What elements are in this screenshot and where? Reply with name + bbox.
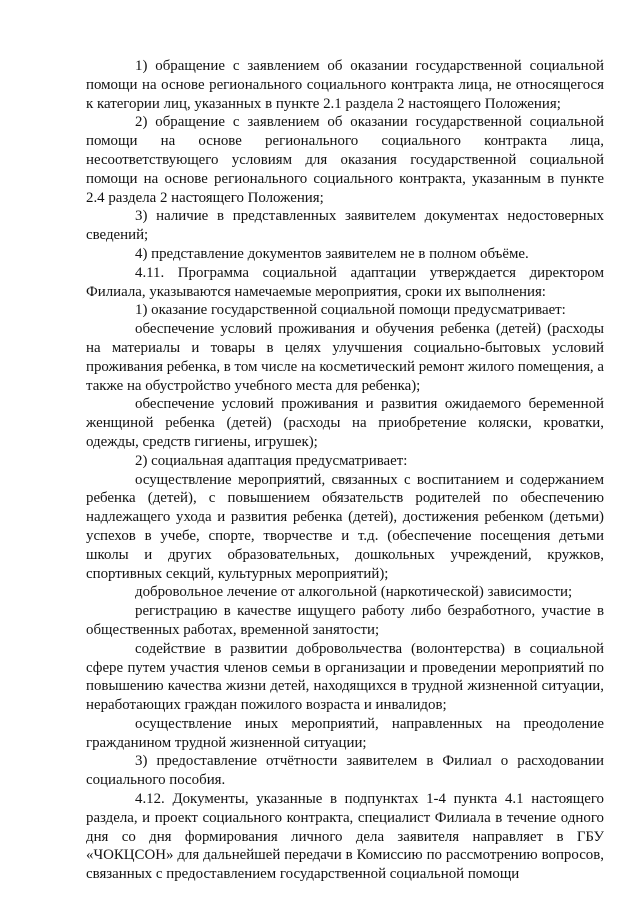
paragraph-reporting: 3) предоставление отчётности заявителем в Филиал о расходовании социального пособия. <box>86 753 604 789</box>
paragraph-child-upbringing-measures: осуществление мероприятий, связанных с воспитанием и содержанием ребенка (детей), с повышением обязательств родителей по обеспечению надлежащего ухода и развития ребенка (детей), достижения ребенком (детьми) успехов в учебе, спорте, творчестве и т.д. (обеспечение посещения детьми школы и других образовательных, дошкольных учреждений, кружков, спортивных секций, культурных мероприятий); <box>86 471 604 582</box>
paragraph-section-4-11: 4.11. Программа социальной адаптации утверждается директором Филиала, указываются намечаемые мероприятия, сроки их выполнения: <box>86 264 604 300</box>
paragraph-volunteering-support: содействие в развитии добровольчества (волонтерства) в социальной сфере путем участия членов семьи в организации и проведении мероприятий по повышению качества жизни детей, находящихся в трудной жизненной ситуации, неработающих граждан пожилого возраста и инвалидов; <box>86 640 604 714</box>
document-body <box>86 57 604 884</box>
paragraph-other-measures: осуществление иных мероприятий, направленных на преодоление гражданином трудной жизненной ситуации; <box>86 715 604 751</box>
paragraph-job-seeker-registration: регистрацию в качестве ищущего работу либо безработного, участие в общественных работах, временной занятости; <box>86 603 604 638</box>
paragraph-refusal-ground-4: 4) представление документов заявителем не в полном объёме. <box>135 245 529 262</box>
paragraph-child-living-conditions: обеспечение условий проживания и обучения ребенка (детей) (расходы на материалы и товары в целях улучшения социально-бытовых условий проживания ребенка, в том числе на косметический ремонт жилого помещения, а также на обустройство учебного места для ребенка); <box>86 321 604 394</box>
paragraph-social-adaptation-provides: 2) социальная адаптация предусматривает: <box>135 452 408 469</box>
paragraph-expected-child-conditions: обеспечение условий проживания и развития ожидаемого беременной женщиной ребенка (детей) (расходы на приобретение коляски, кроватки, одежды, средств гигиены, игрушек); <box>86 396 604 450</box>
paragraph-addiction-treatment: добровольное лечение от алкогольной (наркотической) зависимости; <box>135 584 573 601</box>
paragraph-section-4-12: 4.12. Документы, указанные в подпунктах 1-4 пункта 4.1 настоящего раздела, и проект социального контракта, специалист Филиала в течение одного дня со дня формирования личного дела заявителя направляет в ГБУ «ЧОКЦСОН» для дальнейшей передачи в Комиссию по рассмотрению вопросов, связанных с предоставлением государственной социальной помощи <box>86 791 604 883</box>
paragraph-refusal-ground-2: 2) обращение с заявлением об оказании государственной социальной помощи на основе регионального социального контракта лица, несоответствующего условиям для оказания государственной социальной помощи на основе регионального социального контракта, указанным в пункте 2.4 раздела 2 настоящего Положения; <box>86 114 604 206</box>
paragraph-refusal-ground-3: 3) наличие в представленных заявителем документах недостоверных сведений; <box>86 208 604 244</box>
paragraph-refusal-ground-1: 1) обращение с заявлением об оказании государственной социальной помощи на основе регионального социального контракта лица, не относящегося к категории лиц, указанных в пункте 2.1 раздела 2 настоящего Положения; <box>86 58 604 112</box>
paragraph-state-aid-provides: 1) оказание государственной социальной помощи предусматривает: <box>135 302 566 319</box>
